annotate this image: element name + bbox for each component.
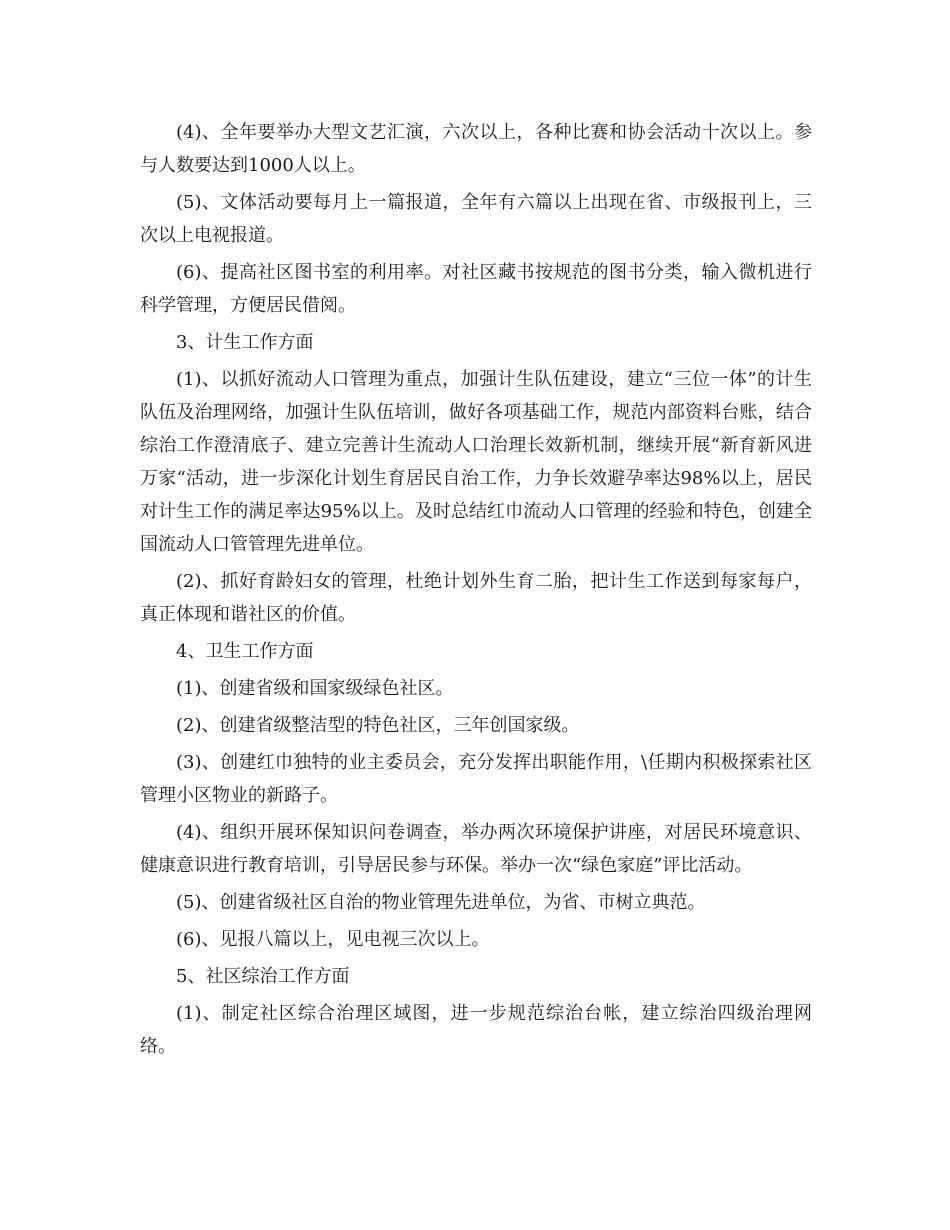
paragraph-health-3: (3)、创建红巾独特的业主委员会，充分发挥出职能作用，\任期内积极探索社区管理小区物业的新路子。 xyxy=(140,752,812,806)
section-heading-security: 5、社区综治工作方面 xyxy=(176,966,350,987)
paragraph-culture-4: (4)、全年要举办大型文艺汇演，六次以上，各种比赛和协会活动十次以上。参与人数要达到1000人以上。 xyxy=(140,122,812,176)
paragraph-health-6: (6)、见报八篇以上，见电视三次以上。 xyxy=(176,929,490,950)
paragraph-family-planning-1: (1)、以抓好流动人口管理为重点，加强计生队伍建设，建立“三位一体”的计生队伍及治理网络，加强计生队伍培训，做好各项基础工作，规范内部资料台账，结合综治工作澄清底子、建立完善计生流动人口治理长效新机制，继续开展“新育新风进万家“活动，进一步深化计划生育居民自治工作，力争长效避孕率达98%以上，居民对计生工作的满足率达95%以上。及时总结红巾流动人口管理的经验和特色，创建全国流动人口管管理先进单位。 xyxy=(140,369,812,555)
paragraph-health-1: (1)、创建省级和国家级绿色社区。 xyxy=(176,678,454,699)
paragraph-security-1: (1)、制定社区综合治理区域图，进一步规范综治台帐，建立综治四级治理网络。 xyxy=(140,1003,812,1057)
section-heading-family-planning: 3、计生工作方面 xyxy=(176,332,314,353)
paragraph-health-5: (5)、创建省级社区自治的物业管理先进单位，为省、市树立典范。 xyxy=(176,892,706,913)
paragraph-culture-5: (5)、文体活动要每月上一篇报道，全年有六篇以上出现在省、市级报刊上，三次以上电视报道。 xyxy=(140,192,812,246)
paragraph-health-2: (2)、创建省级整洁型的特色社区，三年创国家级。 xyxy=(176,715,580,736)
paragraph-family-planning-2: (2)、抓好育龄妇女的管理，杜绝计划外生育二胎，把计生工作送到每家每户，真正体现和谐社区的价值。 xyxy=(140,571,812,625)
section-heading-health: 4、卫生工作方面 xyxy=(176,641,314,662)
document-body xyxy=(140,116,812,1067)
paragraph-culture-6: (6)、提高社区图书室的利用率。对社区藏书按规范的图书分类，输入微机进行科学管理，方便居民借阅。 xyxy=(140,262,812,316)
paragraph-health-4: (4)、组织开展环保知识问卷调查，举办两次环境保护讲座，对居民环境意识、健康意识进行教育培训，引导居民参与环保。举办一次“绿色家庭”评比活动。 xyxy=(140,822,812,876)
